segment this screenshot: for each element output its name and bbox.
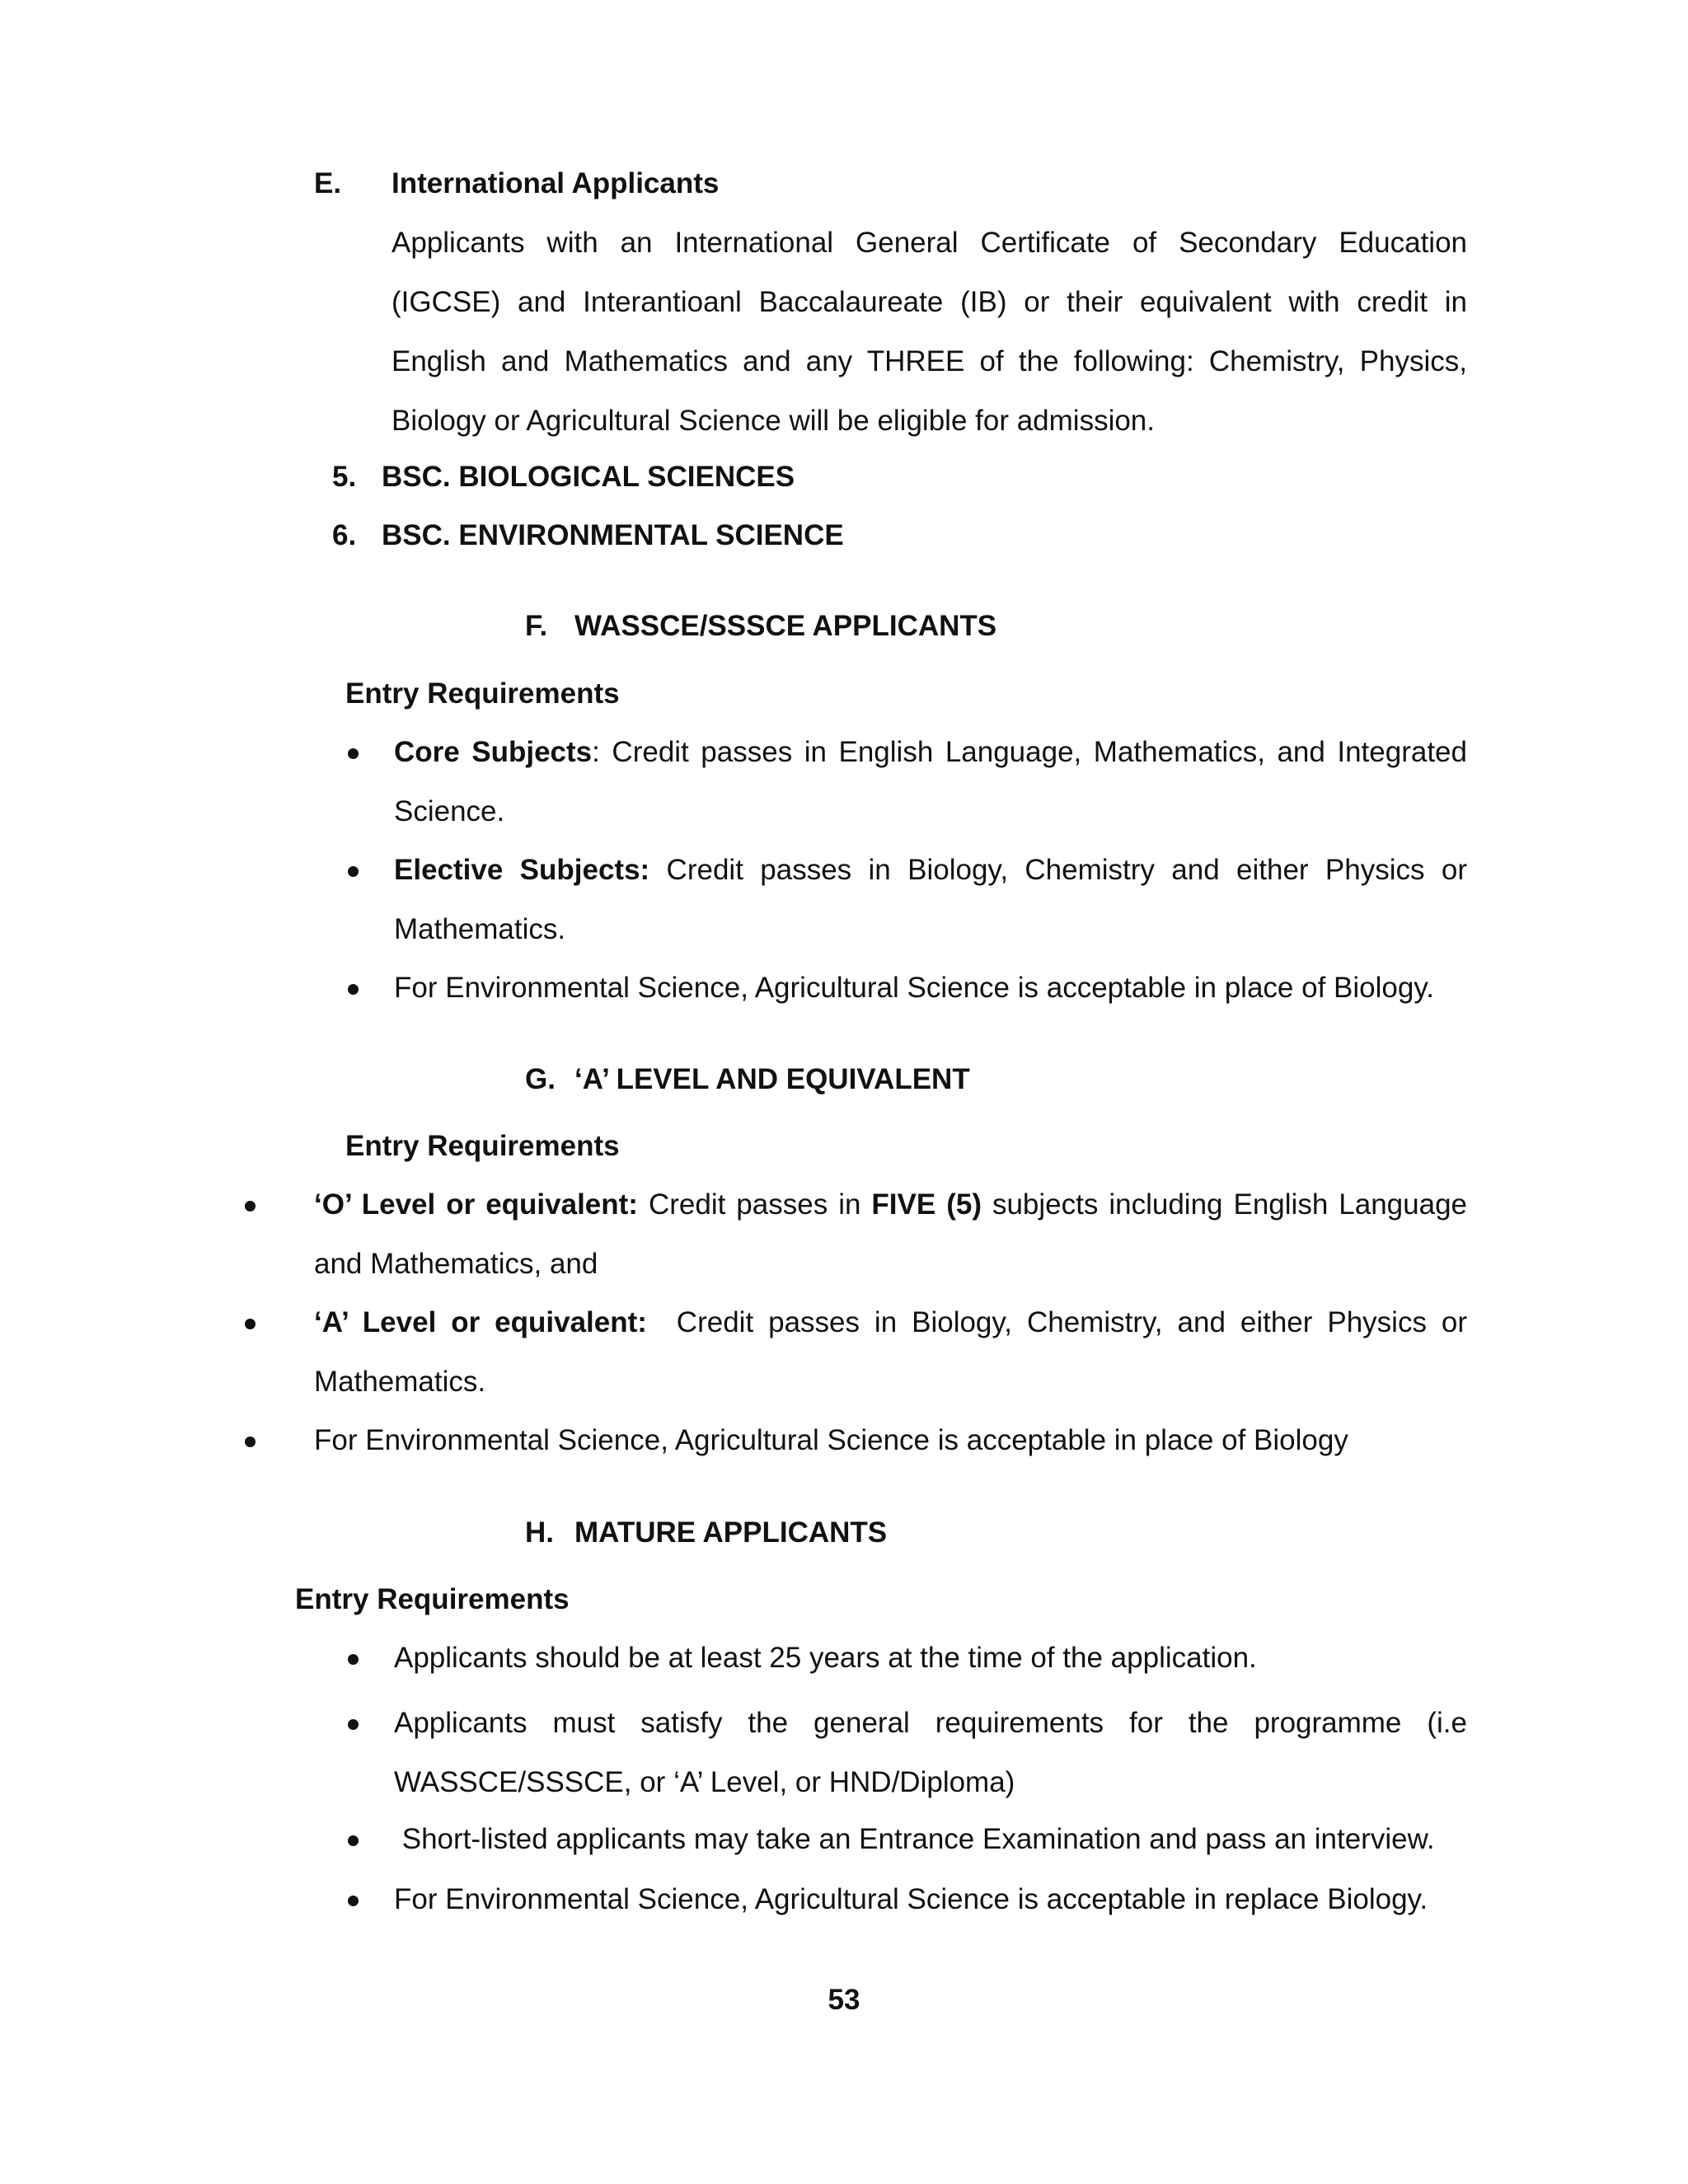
section-f-letter: F. [525, 610, 548, 642]
bullet-icon [245, 1201, 256, 1212]
section-f-entry-label: Entry Requirements [345, 677, 620, 710]
section-e-title: International Applicants [392, 167, 720, 199]
a-level-label: ‘A’ Level or equivalent: [314, 1306, 647, 1338]
bullet-icon [245, 1436, 256, 1447]
section-h-item-1: Applicants should be at least 25 years at the time of the application. [394, 1642, 1257, 1674]
o-level-label: ‘O’ Level or equivalent: [314, 1188, 638, 1221]
section-f-item-1: Core Subjects: Credit passes in English Language, Mathematics, and Integrated Science. [394, 736, 1467, 827]
programme-6-title: BSC. ENVIRONMENTAL SCIENCE [382, 519, 844, 551]
section-h-letter: H. [525, 1516, 554, 1549]
programme-5-number: 5. [332, 461, 357, 493]
bullet-icon [348, 748, 359, 759]
bullet-icon [348, 1654, 359, 1665]
section-f-item-2: Elective Subjects: Credit passes in Biology, Chemistry and either Physics or Mathematics. [394, 854, 1467, 945]
section-h-item-2: Applicants must satisfy the general requirements for the programme (i.e WASSCE/SSSCE, or ‘A’ Level, or HND/Diploma) [394, 1707, 1467, 1798]
bullet-icon [348, 1835, 359, 1846]
section-h-title: MATURE APPLICANTS [574, 1516, 888, 1549]
bullet-icon [245, 1319, 256, 1329]
programme-6-number: 6. [332, 519, 357, 551]
programme-5-title: BSC. BIOLOGICAL SCIENCES [382, 461, 795, 493]
core-subjects-label: Core Subjects [394, 736, 593, 768]
section-g-title: ‘A’ LEVEL AND EQUIVALENT [574, 1063, 970, 1095]
section-h-item-4: For Environmental Science, Agricultural Science is acceptable in replace Biology. [394, 1883, 1428, 1915]
five-subjects: FIVE (5) [871, 1188, 982, 1221]
section-g-item-1: ‘O’ Level or equivalent: Credit passes in FIVE (5) subjects including English Language and Mathematics, and [314, 1188, 1467, 1280]
bullet-icon [348, 1719, 359, 1730]
section-f-title: WASSCE/SSSCE APPLICANTS [574, 610, 997, 642]
section-g-entry-label: Entry Requirements [345, 1130, 620, 1162]
elective-subjects-label: Elective Subjects: [394, 854, 650, 886]
section-g-item-2: ‘A’ Level or equivalent: Credit passes in Biology, Chemistry, and either Physics or Mathematics. [314, 1306, 1475, 1398]
section-g-letter: G. [525, 1063, 556, 1095]
page-number: 53 [828, 1984, 860, 2016]
section-e-body: Applicants with an International General Certificate of Secondary Education (IGCSE) and Interantioanl Baccalaureate (IB) or their equivalent with credit in English and Mathematics and any THREE of the following: Chemistry, Physics, Biology or Agricultural Science will be eligible for admission. [392, 227, 1467, 437]
section-h-entry-label: Entry Requirements [295, 1583, 570, 1615]
section-e-letter: E. [314, 167, 342, 199]
section-h-item-3: Short-listed applicants may take an Entrance Examination and pass an interview. [394, 1823, 1435, 1855]
section-f-item-3: For Environmental Science, Agricultural Science is acceptable in place of Biology. [394, 972, 1434, 1004]
bullet-icon [348, 1896, 359, 1906]
section-g-item-3: For Environmental Science, Agricultural Science is acceptable in place of Biology [314, 1424, 1348, 1456]
bullet-icon [348, 866, 359, 877]
bullet-icon [348, 984, 359, 995]
